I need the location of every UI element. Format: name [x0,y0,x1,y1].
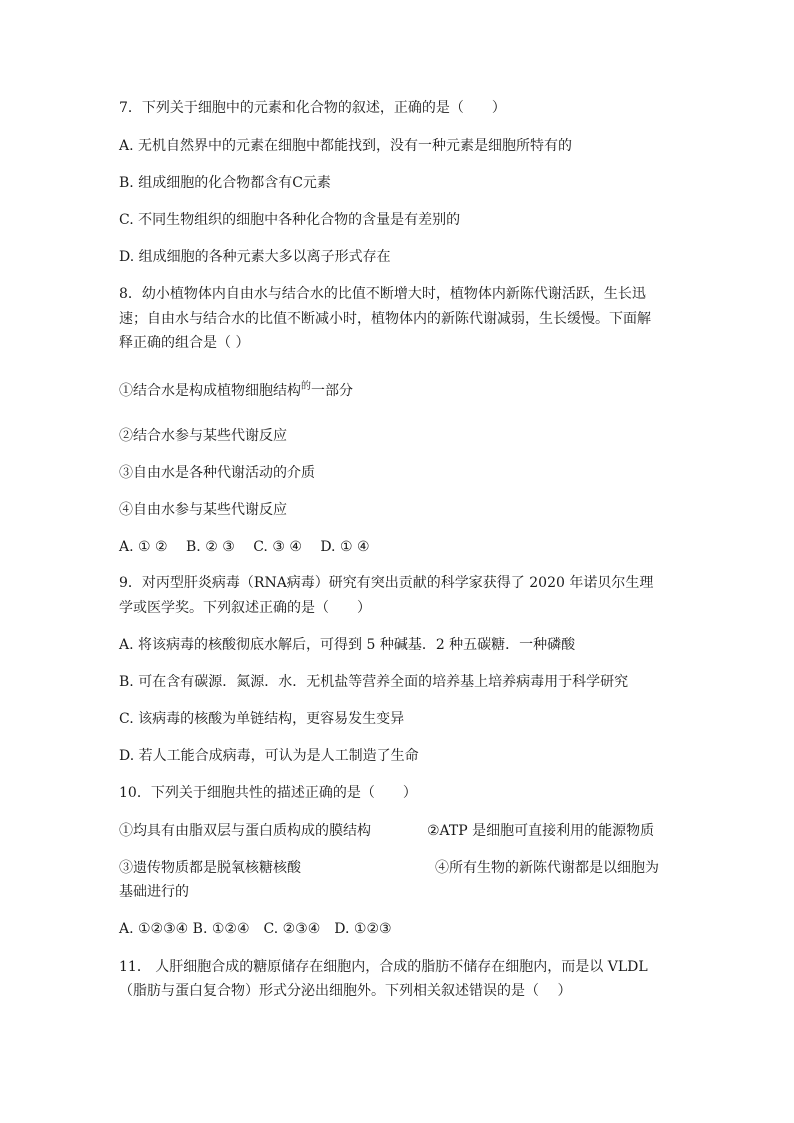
q10-stem: 10．下列关于细胞共性的描述正确的是（ ） [119,785,417,801]
q11-stem-line-1: 11． 人肝细胞合成的糖原储存在细胞内，合成的脂肪不储存在细胞内，而是以 VLDL [119,959,648,975]
q8-options: A. ① ② B. ② ③ C. ③ ④ D. ① ④ [119,539,370,555]
q8-item-4: ④自由水参与某些代谢反应 [119,502,287,518]
q8-stem-line-1: 8．幼小植物体内自由水与结合水的比值不断增大时，植物体内新陈代谢活跃，生长迅 [119,286,646,302]
q10-options: A. ①②③④ B. ①②④ C. ②③④ D. ①②③ [119,921,392,937]
q9-option-a: A. 将该病毒的核酸彻底水解后，可得到 5 种碱基．2 种五碳糖．一种磷酸 [119,637,576,653]
q7-stem: 7．下列关于细胞中的元素和化合物的叙述，正确的是（ ） [119,100,506,116]
q8-item-1-pre: ①结合水是构成植物细胞结构 [119,383,301,399]
q10-item-1: ①均具有由脂双层与蛋白质构成的膜结构 [119,823,371,839]
q10-item-4: ④所有生物的新陈代谢都是以细胞为 [435,860,659,876]
q8-item-1 [119,382,353,402]
q8-item-1-post: 一部分 [311,383,353,399]
q7-option-d: D. 组成细胞的各种元素大多以离子形式存在 [119,249,391,265]
q9-stem-line-2: 学或医学奖。下列叙述正确的是（ ） [119,600,371,616]
q9-option-d: D. 若人工能合成病毒，可认为是人工制造了生命 [119,748,419,764]
q9-option-b: B. 可在含有碳源．氮源．水．无机盐等营养全面的培养基上培养病毒用于科学研究 [119,674,629,690]
q9-option-c: C. 该病毒的核酸为单链结构，更容易发生变异 [119,711,405,727]
q8-item-1-sup: 的 [301,381,311,392]
q7-option-c: C. 不同生物组织的细胞中各种化合物的含量是有差别的 [119,212,461,228]
q7-option-a: A. 无机自然界中的元素在细胞中都能找到，没有一种元素是细胞所特有的 [119,138,573,154]
q8-item-2: ②结合水参与某些代谢反应 [119,428,287,444]
q11-stem-line-2: （脂肪与蛋白复合物）形式分泌出细胞外。下列相关叙述错误的是（ ） [119,983,572,999]
q10-item-3: ③遗传物质都是脱氧核糖核酸 [119,860,301,876]
q8-item-3: ③自由水是各种代谢活动的介质 [119,465,315,481]
q10-item-4-cont: 基础进行的 [119,884,189,900]
q8-stem-line-3: 释正确的组合是（ ） [119,335,250,351]
q10-item-2: ②ATP 是细胞可直接利用的能源物质 [427,823,655,839]
q8-stem-line-2: 速；自由水与结合水的比值不断减小时，植物体内的新陈代谢减弱，生长缓慢。下面解 [119,311,651,327]
q9-stem-line-1: 9．对丙型肝炎病毒（RNA病毒）研究有突出贡献的科学家获得了 2020 年诺贝尔生理 [119,575,654,591]
q7-option-b: B. 组成细胞的化合物都含有C元素 [119,175,331,191]
